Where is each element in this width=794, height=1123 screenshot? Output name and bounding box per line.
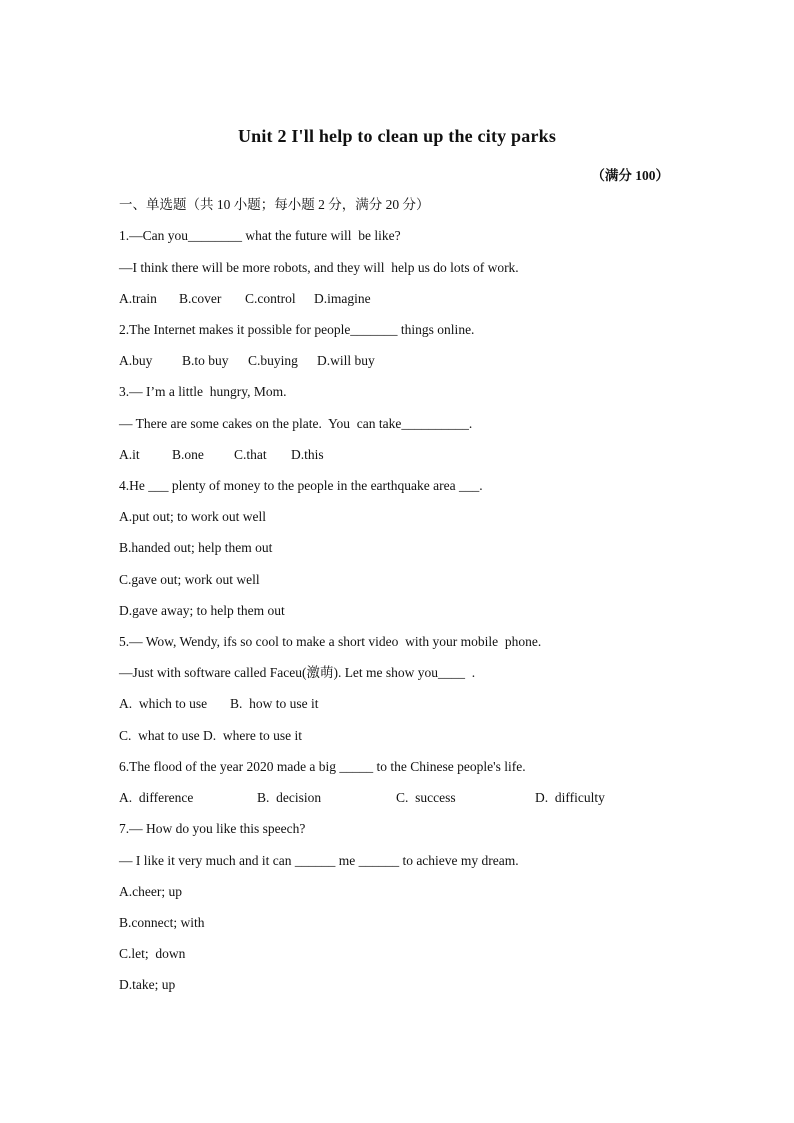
question-1-option-a: A.train bbox=[119, 291, 157, 306]
question-7-option-a: A.cheer; up bbox=[119, 884, 182, 899]
question-1-option-d: D.imagine bbox=[314, 291, 371, 306]
question-1-stem: 1.—Can you________ what the future will be like? bbox=[119, 228, 401, 243]
question-4-stem: 4.He ___ plenty of money to the people in the earthquake area ___. bbox=[119, 478, 483, 493]
question-7-option-b: B.connect; with bbox=[119, 915, 205, 930]
question-4-option-c: C.gave out; work out well bbox=[119, 572, 260, 587]
question-7-option-c: C.let; down bbox=[119, 946, 186, 961]
question-4-option-d: D.gave away; to help them out bbox=[119, 603, 285, 618]
question-5-option-a: A. which to use bbox=[119, 696, 208, 711]
question-5-option-cd: C. what to use D. where to use it bbox=[119, 728, 302, 743]
question-2-option-b: B.to buy bbox=[182, 353, 229, 368]
question-3-option-d: D.this bbox=[291, 447, 324, 462]
question-3-reply: — There are some cakes on the plate. You can take__________. bbox=[119, 416, 473, 431]
question-7-stem: 7.— How do you like this speech? bbox=[119, 821, 306, 836]
question-7-option-d: D.take; up bbox=[119, 977, 176, 992]
full-score-label: （满分 100） bbox=[591, 168, 669, 183]
question-3-option-a: A.it bbox=[119, 447, 140, 462]
question-1-option-c: C.control bbox=[245, 291, 296, 306]
question-6-option-d: D. difficulty bbox=[535, 790, 605, 805]
question-2-option-c: C.buying bbox=[248, 353, 298, 368]
section-heading: 一、单选题（共 10 小题；每小题 2 分，满分 20 分） bbox=[119, 197, 430, 212]
question-3-option-c: C.that bbox=[234, 447, 267, 462]
question-2-stem: 2.The Internet makes it possible for people_______ things online. bbox=[119, 322, 475, 337]
question-6-stem: 6.The flood of the year 2020 made a big _____ to the Chinese people's life. bbox=[119, 759, 526, 774]
question-3-stem: 3.— I’m a little hungry, Mom. bbox=[119, 384, 287, 399]
question-6-option-b: B. decision bbox=[257, 790, 322, 805]
question-6-option-a: A. difference bbox=[119, 790, 194, 805]
question-1-option-b: B.cover bbox=[179, 291, 222, 306]
question-7-reply: — I like it very much and it can ______ me ______ to achieve my dream. bbox=[119, 853, 519, 868]
question-5-stem: 5.— Wow, Wendy, ifs so cool to make a short video with your mobile phone. bbox=[119, 634, 542, 649]
question-5-reply: —Just with software called Faceu(激萌). Let me show you____ . bbox=[119, 665, 476, 680]
question-4-option-a: A.put out; to work out well bbox=[119, 509, 266, 524]
question-2-option-d: D.will buy bbox=[317, 353, 375, 368]
page-title: Unit 2 I'll help to clean up the city parks bbox=[237, 126, 557, 146]
question-5-option-b: B. how to use it bbox=[230, 696, 319, 711]
question-2-option-a: A.buy bbox=[119, 353, 153, 368]
question-4-option-b: B.handed out; help them out bbox=[119, 540, 273, 555]
question-3-option-b: B.one bbox=[172, 447, 204, 462]
question-6-option-c: C. success bbox=[396, 790, 456, 805]
question-1-reply: —I think there will be more robots, and they will help us do lots of work. bbox=[119, 260, 519, 275]
